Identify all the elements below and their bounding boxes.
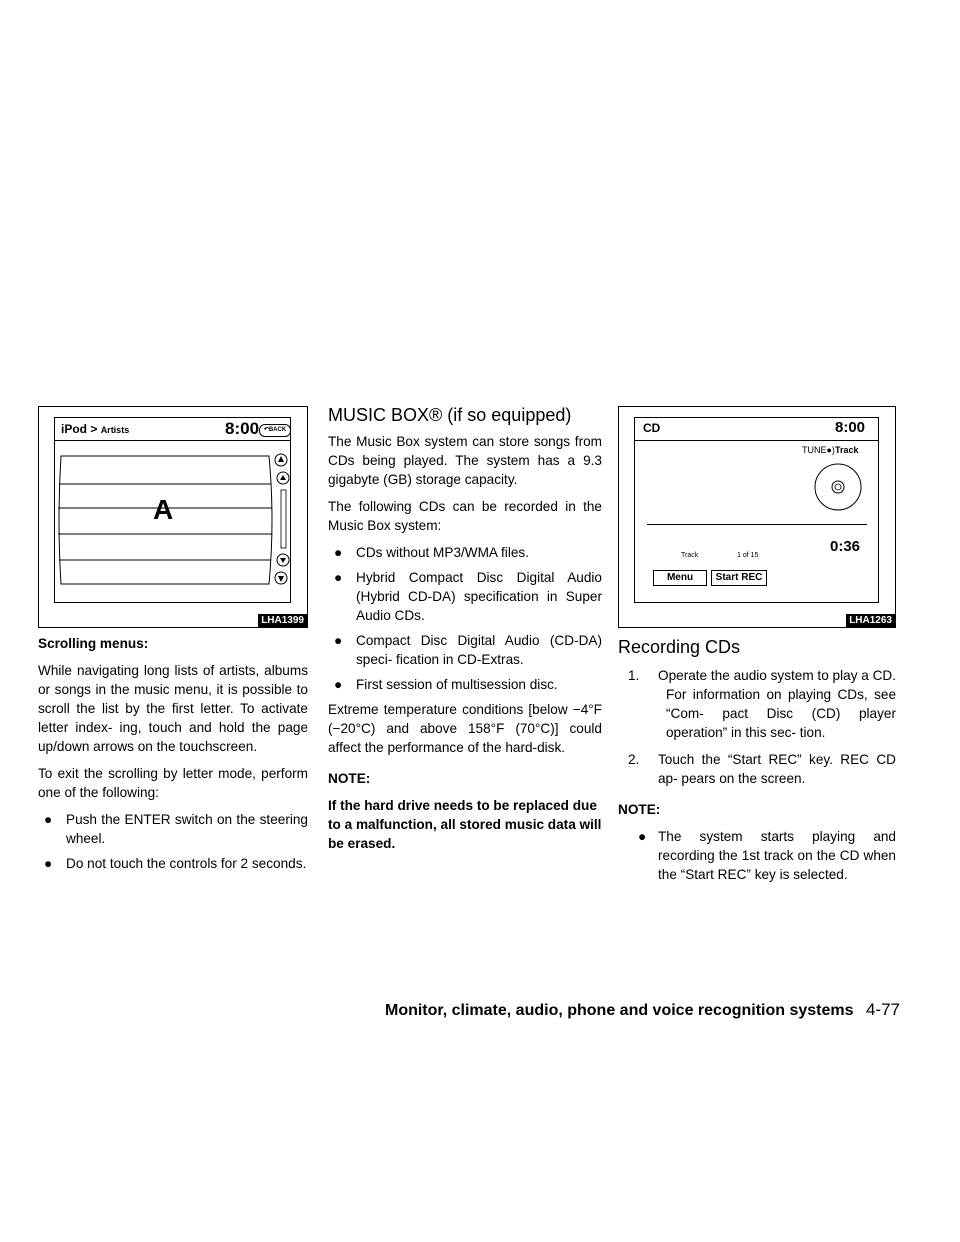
list-item: ● Compact Disc Digital Audio (CD-DA) speci- fication in CD-Extras. [334,633,602,667]
disc-icon [813,462,863,512]
step-item [618,666,896,742]
figure-code: LHA1263 [846,614,895,627]
step-number: 2. [628,752,640,767]
heading-recording-cds: Recording CDs [618,637,741,657]
list-area [55,440,292,604]
screen-title: CD [643,421,661,435]
figure-cd-screen [618,406,896,628]
tune-label: TUNE [802,445,827,455]
step-text: Touch the “Start REC” key. REC CD ap- pears on the screen. [658,752,896,786]
figure-code: LHA1399 [258,614,307,627]
heading-music-box: MUSIC BOX® (if so equipped) [328,405,572,425]
clock: 8:00 [225,419,260,438]
ipod-header [61,422,129,436]
track-label: Track [834,445,859,455]
header-divider [635,440,878,441]
list-item: ● The system starts playing and recording the 1st track on the CD when the “Start REC” key is selected. [638,829,896,882]
list-item: ● Do not touch the controls for 2 seconds. [44,856,307,871]
list-item: ● Hybrid Compact Disc Digital Audio (Hybrid CD-DA) specification in Super Audio CDs. [334,570,602,623]
page-number: 4-77 [865,1000,900,1019]
track-count: 1 of 15 [737,552,759,559]
tune-track-indicator [802,445,858,455]
figure-ipod-scrolling [38,406,308,628]
list-item: ● Push the ENTER switch on the steering wheel. [44,812,308,846]
back-icon: ↶ [263,427,269,433]
tune-knob-icon: ●) [826,445,835,455]
step-number: 1. [628,668,640,683]
column-1 [38,634,308,879]
bullet-icon: ● [334,633,343,648]
step-subtext: For information on playing CDs, see “Com- pact Disc (CD) player operation” in this sec- tion. [666,687,896,740]
bullet-icon: ● [44,812,53,827]
note-label: NOTE: [328,771,371,786]
breadcrumb: iPod > [61,422,98,436]
step-item [618,750,896,788]
page-footer [385,1000,900,1020]
scrollbar-track [281,490,286,548]
cd-screen [634,417,879,603]
menu-button[interactable]: Menu [653,570,707,586]
elapsed-time: 0:36 [830,538,861,555]
heading-scrolling-menus: Scrolling menus: [38,636,149,651]
breadcrumb-sub: Artists [100,425,130,435]
column-2 [328,404,602,861]
track-text: Track [681,552,699,559]
ipod-screen [54,417,291,603]
list-item: ● CDs without MP3/WMA files. [334,545,529,560]
bullet-icon: ● [334,570,343,585]
step-text: Operate the audio system to play a CD. [658,668,897,683]
list-item: ● First session of multisession disc. [334,677,558,692]
bullet-icon: ● [334,677,343,692]
note-label: NOTE: [618,802,661,817]
bullet-icon: ● [638,829,647,844]
bullet-icon: ● [334,545,343,560]
note-text: If the hard drive needs to be replaced due to a malfunction, all stored music data will be erased. [328,798,602,851]
back-button[interactable] [259,424,291,437]
paragraph: While navigating long lists of artists, albums or songs in the music menu, it is possible to scroll the list by the first letter. To activate letter index- ing, touch and hold the page up/down arrows on the touchscreen. [38,663,308,754]
paragraph: Extreme temperature conditions [below −4°F (−20°C) and above 158°F (70°C)] could affect the performance of the hard-disk. [328,702,602,755]
back-label: BACK [268,427,287,433]
column-3 [618,636,896,890]
progress-divider [647,524,867,525]
footer-section: Monitor, climate, audio, phone and voice recognition systems [384,1002,854,1019]
letter-index: A [153,494,174,525]
bullet-icon: ● [44,856,53,871]
paragraph: The Music Box system can store songs from CDs being played. The system has a 9.3 gigabyte (GB) storage capacity. [328,434,602,487]
start-rec-button[interactable]: Start REC [711,570,767,586]
paragraph: To exit the scrolling by letter mode, perform one of the following: [38,766,308,800]
paragraph: The following CDs can be recorded in the Music Box system: [328,499,602,533]
clock: 8:00 [835,419,866,436]
